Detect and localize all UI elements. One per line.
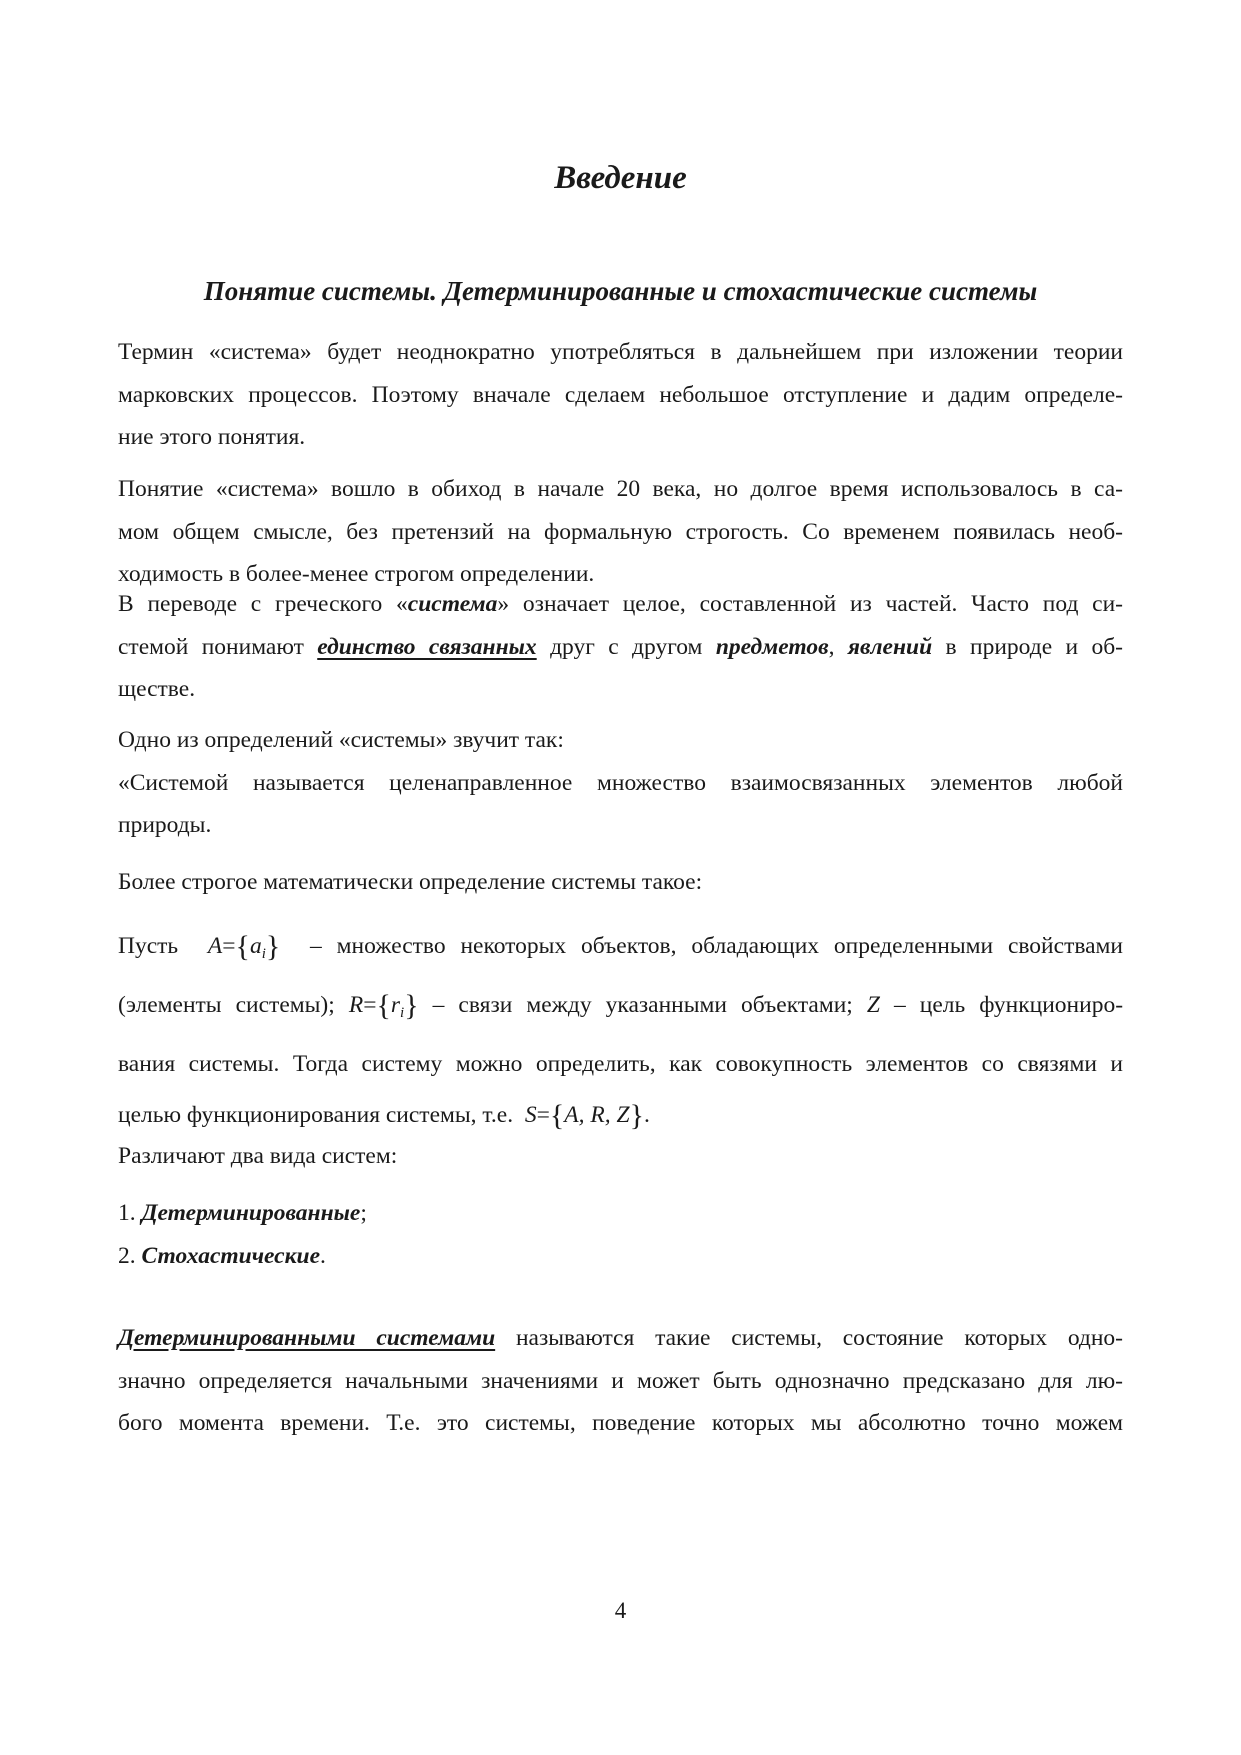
math-symbol: r	[390, 992, 401, 1018]
text-line: «Системой называется целенаправленное множество взаимосвязанных элементов любой	[118, 769, 1123, 796]
text-run: – связи между указанными объектами;	[432, 992, 853, 1018]
math-symbol: {	[549, 1099, 565, 1132]
list-item	[118, 1243, 326, 1270]
math-symbol: =	[363, 992, 377, 1018]
math-symbol-z: Z	[866, 992, 880, 1018]
text-line: вания системы. Тогда систему можно определить, как совокупность элементов со связями и	[118, 1051, 1123, 1077]
text-run: .	[643, 1102, 650, 1128]
paragraph-two-types: Различают два вида систем:	[118, 1143, 398, 1169]
text-line: мом общем смысле, без претензий на формальную строгость. Со временем появилась необ-	[118, 518, 1123, 545]
list-number: 2.	[118, 1243, 142, 1269]
math-symbol: A, R, Z	[564, 1102, 630, 1128]
paragraph-term-system	[118, 331, 1123, 459]
math-symbol: A	[207, 933, 223, 959]
math-symbol: =	[222, 933, 236, 959]
text-run: целью функционирования системы, т.е.	[118, 1102, 514, 1128]
text-line: бого момента времени. Т.е. это системы, поведение которых мы абсолютно точно можем	[118, 1410, 1123, 1436]
list-item	[118, 1200, 367, 1227]
text-run: » означает целое, составленной из частей. Часто под си-	[497, 591, 1123, 617]
text-line: ходимость в более-менее строгом определении.	[118, 561, 595, 587]
text-run: в природе и об-	[932, 633, 1123, 660]
math-symbol: }	[265, 930, 281, 963]
math-symbol: }	[629, 1099, 644, 1132]
text-run: – множество некоторых объектов, обладающих определенными свойствами	[310, 933, 1123, 959]
text-line	[118, 980, 1123, 1039]
math-subscript: i	[400, 1005, 405, 1021]
text-run: называются такие системы, состояние которых одно-	[495, 1325, 1123, 1351]
text-run: (элементы системы);	[118, 992, 335, 1018]
text-line: ние этого понятия.	[118, 424, 306, 450]
list-number: 1.	[118, 1200, 142, 1226]
text-line: ществе.	[118, 676, 196, 702]
math-symbol: =	[536, 1102, 550, 1128]
formula-set-a	[207, 930, 281, 963]
text-run: ,	[828, 633, 848, 660]
emphasis-unity-connected: единство связанных	[317, 633, 537, 660]
page-title: Введение	[554, 160, 687, 196]
text-line: Понятие «система» вошло в обиход в начале 20 века, но долгое время использовалось в са-	[118, 476, 1123, 502]
text-run: .	[320, 1243, 326, 1269]
paragraph-greek-translation	[118, 583, 1123, 711]
emphasis-objects: предметов	[715, 633, 829, 660]
text-run: В переводе с греческого «	[118, 591, 408, 617]
text-line: природы.	[118, 812, 212, 838]
text-line: Одно из определений «системы» звучит так:	[118, 727, 564, 753]
paragraph-definition	[118, 719, 1123, 847]
text-line: марковских процессов. Поэтому вначале сделаем небольшое отступление и дадим определе-	[118, 381, 1123, 408]
paragraph-deterministic-definition	[118, 1317, 1123, 1445]
section-subtitle: Понятие системы. Детерминированные и стохастические системы	[203, 276, 1038, 306]
formula-set-s	[524, 1099, 644, 1132]
text-line	[118, 1090, 1123, 1141]
emphasis-system: система	[407, 591, 498, 617]
text-line	[118, 921, 1123, 980]
paragraph-concept-history	[118, 468, 1123, 596]
formula-set-r	[348, 989, 419, 1022]
emphasis-deterministic-systems: Детерминированными системами	[118, 1325, 496, 1351]
list-item-text: Стохастические	[141, 1243, 321, 1269]
math-symbol: {	[235, 930, 250, 963]
emphasis-phenomena: явлений	[847, 633, 933, 660]
math-symbol: {	[376, 989, 391, 1022]
text-line	[118, 626, 1123, 669]
text-line	[118, 1317, 1123, 1360]
math-symbol: S	[524, 1102, 537, 1128]
text-run: – цель функциониро-	[893, 992, 1124, 1018]
math-symbol: }	[404, 989, 419, 1022]
text-run: Пусть	[118, 933, 179, 959]
text-run: стемой понимают	[118, 633, 318, 660]
text-run: ;	[360, 1200, 367, 1226]
page-number: 4	[614, 1598, 627, 1623]
paragraph-math-definition	[118, 921, 1123, 1141]
math-symbol: R	[348, 992, 364, 1018]
list-item-text: Детерминированные	[141, 1200, 361, 1226]
text-run: друг с другом	[536, 633, 716, 660]
math-symbol: a	[249, 933, 262, 959]
text-line	[118, 583, 1123, 626]
text-line: Термин «система» будет неоднократно употребляться в дальнейшем при изложении теории	[118, 339, 1123, 365]
text-line: значно определяется начальными значениями и может быть однозначно предсказано для лю-	[118, 1367, 1123, 1394]
paragraph-math-definition-intro: Более строгое математически определение системы такое:	[118, 869, 703, 895]
math-subscript: i	[261, 946, 266, 962]
